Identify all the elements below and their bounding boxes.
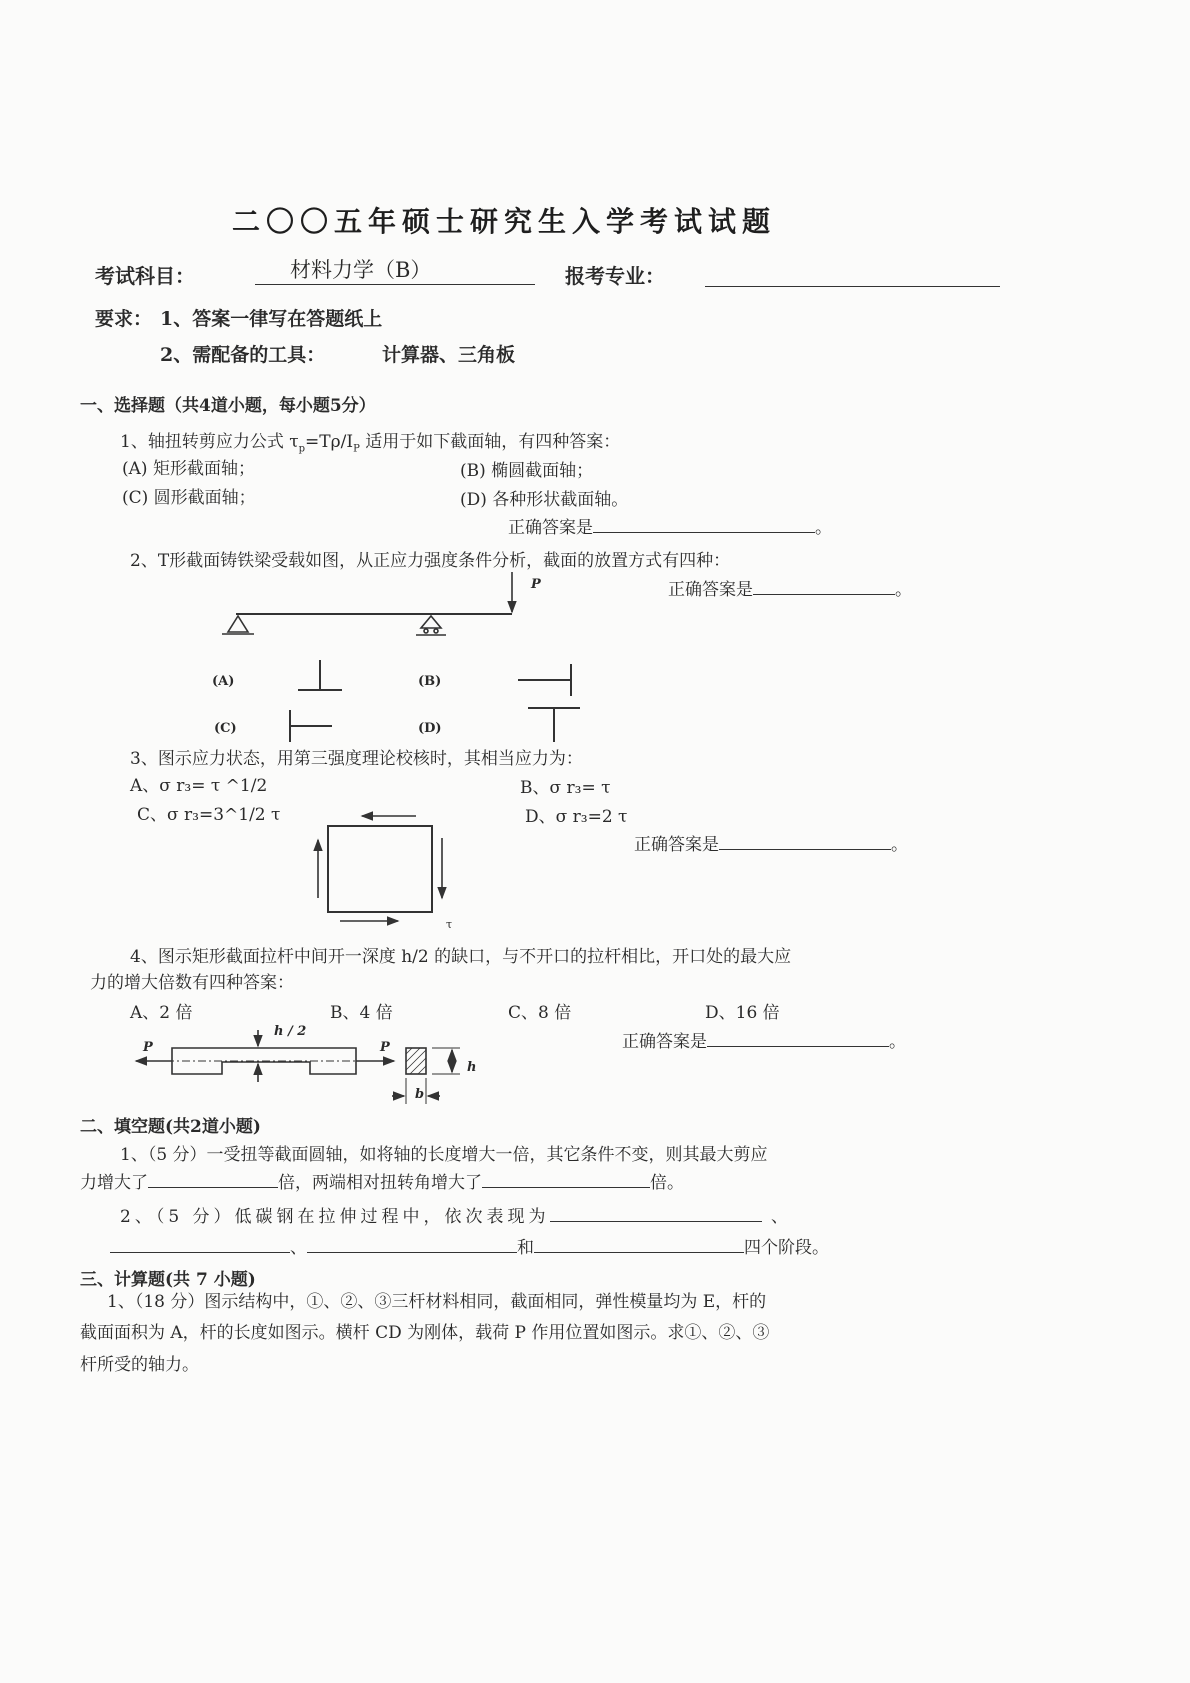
q2-label-d: (D) xyxy=(418,721,442,736)
q3-tau-label: τ xyxy=(446,918,453,931)
text: 力增大了 xyxy=(80,1173,148,1193)
stress-element-diagram xyxy=(318,816,442,921)
q4-height-label: h xyxy=(467,1060,477,1075)
requirement-2-tools: 计算器、三角板 xyxy=(382,344,516,366)
text: 和 xyxy=(517,1238,534,1258)
q2-label-a: (A) xyxy=(212,674,235,689)
q4-notch-label: h / 2 xyxy=(274,1024,307,1039)
beam-diagram xyxy=(222,572,512,635)
q2-load-label: P xyxy=(531,577,541,592)
exam-title: 二〇〇五年硕士研究生入学考试试题 xyxy=(232,205,777,238)
roller-support-icon xyxy=(416,616,446,635)
answer-label: 正确答案是 xyxy=(622,1032,707,1052)
text: 倍。 xyxy=(650,1173,684,1193)
s3-q1-line2: 截面面积为 A，杆的长度如图示。横杆 CD 为刚体，载荷 P 作用位置如图示。求①、②、③ xyxy=(80,1323,770,1343)
q1-option-c: (C) 圆形截面轴； xyxy=(122,488,256,508)
pin-support-icon xyxy=(222,616,254,634)
requirements-label: 要求： xyxy=(95,308,153,330)
q3-option-c: C、σ r₃=3^1/2 τ xyxy=(137,805,281,825)
s3-q1-line1: 1、（18 分）图示结构中，①、②、③三杆材料相同，截面相同，弹性模量均为 E，杆的 xyxy=(107,1292,767,1312)
period: 。 xyxy=(815,518,832,538)
q3-option-b: B、σ r₃= τ xyxy=(520,778,611,798)
q4-option-b: B、4 倍 xyxy=(330,1003,393,1023)
text: 、 xyxy=(290,1238,307,1258)
answer-label: 正确答案是 xyxy=(508,518,593,538)
section1-heading: 一、选择题（共4道小题，每小题5分） xyxy=(80,396,376,416)
q1-text-b: =Tρ/I xyxy=(305,432,354,452)
s2-q1-line1: 1、（5 分）一受扭等截面圆轴，如将轴的长度增大一倍，其它条件不变，则其最大剪应 xyxy=(120,1145,768,1165)
q1-option-a: (A) 矩形截面轴； xyxy=(122,459,255,479)
subject-label: 考试科目： xyxy=(95,264,195,288)
section2-heading: 二、填空题(共2道小题) xyxy=(80,1117,261,1137)
major-label: 报考专业： xyxy=(565,264,665,288)
q1-text-a: 1、轴扭转剪应力公式 τ xyxy=(120,432,299,452)
text: 2、（5 分）低碳钢在拉伸过程中，依次表现为 xyxy=(120,1207,550,1227)
q4-option-a: A、2 倍 xyxy=(130,1003,193,1023)
requirement-2: 2、需配备的工具： xyxy=(160,344,326,366)
t-section-a xyxy=(298,660,342,690)
s3-q1-line3: 杆所受的轴力。 xyxy=(80,1355,199,1375)
answer-label: 正确答案是 xyxy=(634,835,719,855)
q3-text: 3、图示应力状态，用第三强度理论校核时，其相当应力为： xyxy=(130,749,583,769)
period: 。 xyxy=(895,580,912,600)
q1-sub: p xyxy=(298,443,306,455)
period: 。 xyxy=(891,835,908,855)
t-section-c xyxy=(290,710,332,742)
q2-label-c: (C) xyxy=(214,721,237,736)
period: 。 xyxy=(889,1032,906,1052)
q2-text: 2、T形截面铸铁梁受载如图，从正应力强度条件分析，截面的放置方式有四种： xyxy=(130,551,731,571)
text: 倍，两端相对扭转角增大了 xyxy=(278,1173,482,1193)
notched-bar-diagram xyxy=(136,1030,460,1104)
q1-text-c: 适用于如下截面轴，有四种答案： xyxy=(359,432,621,452)
t-section-d xyxy=(528,708,580,742)
text: 四个阶段。 xyxy=(744,1238,829,1258)
q2-label-b: (B) xyxy=(418,674,442,689)
answer-label: 正确答案是 xyxy=(668,580,753,600)
section3-heading: 三、计算题(共 7 小题) xyxy=(80,1270,256,1290)
q4-text-1: 4、图示矩形截面拉杆中间开一深度 h/2 的缺口，与不开口的拉杆相比，开口处的最大应 xyxy=(130,947,792,967)
q1-sub2: P xyxy=(353,443,360,455)
q4-option-d: D、16 倍 xyxy=(705,1003,780,1023)
text: 、 xyxy=(770,1207,792,1227)
q3-option-a: A、σ r₃= τ ^1/2 xyxy=(130,776,268,796)
q4-option-c: C、8 倍 xyxy=(508,1003,572,1023)
q4-text-2: 力的增大倍数有四种答案： xyxy=(90,973,294,993)
q1-option-b: (B) 椭圆截面轴； xyxy=(460,461,594,481)
q4-width-label: b xyxy=(415,1087,425,1102)
q1-option-d: (D) 各种形状截面轴。 xyxy=(460,490,629,510)
subject-text: 材料力学（B） xyxy=(255,254,535,285)
q4-load-right: P xyxy=(380,1040,390,1055)
requirement-1: 1、答案一律写在答题纸上 xyxy=(160,308,383,330)
q4-load-left: P xyxy=(143,1040,153,1055)
t-section-b xyxy=(518,664,571,696)
q3-option-d: D、σ r₃=2 τ xyxy=(525,807,628,827)
